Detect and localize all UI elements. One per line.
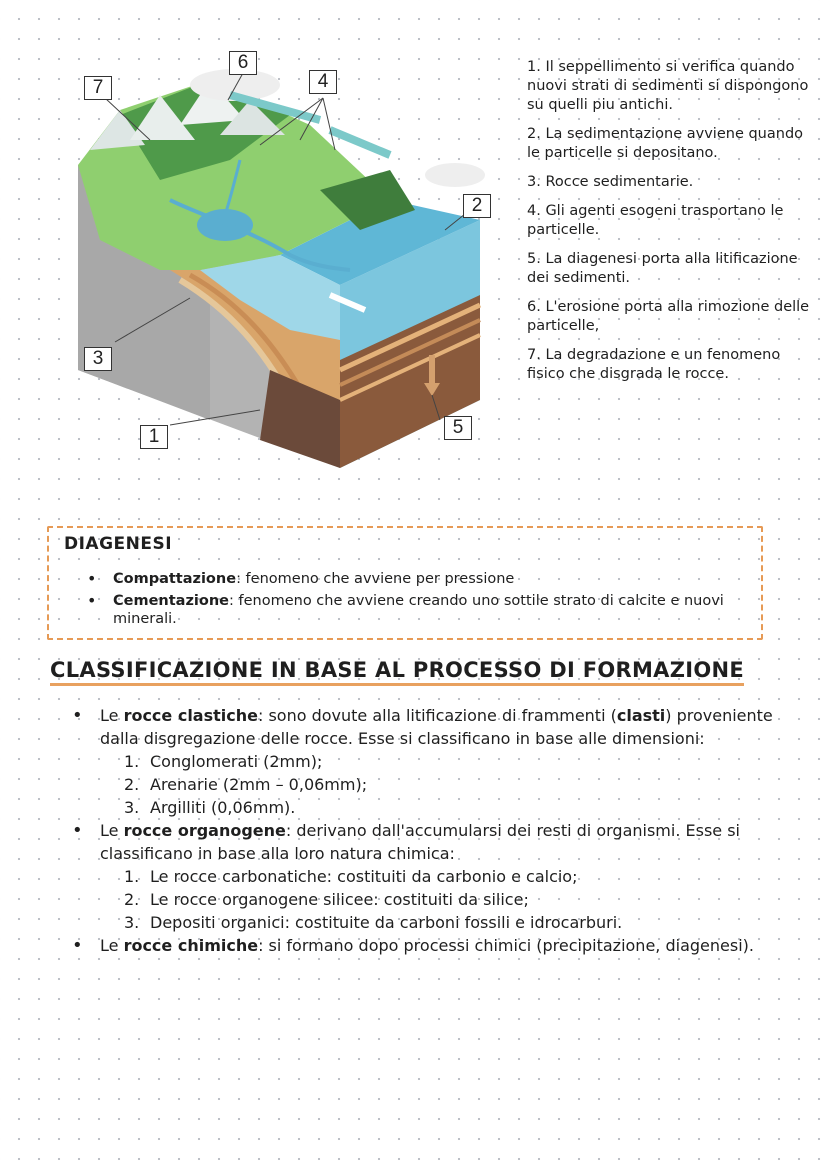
term: Compattazione [113, 571, 237, 587]
legend-item: 7. La degradazione e un fenomeno fisico che disgrada le rocce. [527, 347, 781, 382]
sedimentary-cycle-diagram [60, 40, 510, 480]
list-item [87, 592, 747, 628]
sub-item: 1. Conglomerati (2mm); [124, 752, 323, 771]
block-diagram-illustration [60, 40, 510, 480]
definition: : si formano dopo processi chimici (precipitazione, diagenesi). [258, 936, 754, 955]
classification-list [72, 704, 782, 957]
marker-4: 4 [309, 70, 337, 94]
sub-list [100, 865, 782, 934]
bullet-icon: • [87, 569, 97, 588]
definition: : derivano dall'accumularsi dei resti di organismi. Esse si classificano in base alla loro natura chimica: [100, 821, 740, 863]
sub-item: 2. Arenarie (2mm – 0,06mm); [124, 775, 368, 794]
marker-1: 1 [140, 425, 168, 449]
marker-2: 2 [463, 194, 491, 218]
sub-item: 2. Le rocce organogene silicee: costituiti da silice; [124, 890, 529, 909]
definition: ) proveniente dalla disgregazione delle rocce. Esse si classificano in base alle dimensioni: [100, 706, 773, 748]
sub-item: 3. Argilliti (0,06mm). [124, 798, 296, 817]
list-item [72, 819, 782, 934]
marker-3: 3 [84, 347, 112, 371]
diagram-legend [527, 58, 817, 394]
bullet-icon: • [72, 820, 83, 841]
sub-list [100, 750, 782, 819]
list-item [72, 704, 782, 819]
term: clasti [616, 706, 666, 725]
legend-item: 1. Il seppellimento si verifica quando nuovi strati di sedimenti si dispongono su quelli piu antichi. [527, 59, 809, 113]
section-heading [50, 658, 744, 682]
sub-item: 1. Le rocce carbonatiche: costituiti da carbonio e calcio; [124, 867, 578, 886]
lead: Le [100, 706, 124, 725]
bullet-icon: • [72, 935, 83, 956]
diagenesi-title: DIAGENESI [64, 534, 173, 554]
bullet-icon: • [87, 591, 97, 610]
section-heading-text: CLASSIFICAZIONE IN BASE AL PROCESSO DI FORMAZIONE [50, 658, 744, 686]
legend-item: 2. La sedimentazione avviene quando le particelle si depositano. [527, 126, 804, 161]
term: rocce chimiche [123, 936, 259, 955]
legend-item: 6. L'erosione porta alla rimozione delle particelle, [527, 299, 810, 334]
diagenesi-box [47, 526, 763, 640]
definition: : fenomeno che avviene per pressione [236, 571, 515, 587]
term: rocce clastiche [123, 706, 258, 725]
marker-6: 6 [229, 51, 257, 75]
legend-item: 3. Rocce sedimentarie. [527, 174, 694, 190]
marker-5: 5 [444, 416, 472, 440]
definition: : fenomeno che avviene creando uno sottile strato di calcite e nuovi minerali. [113, 593, 724, 627]
sub-item: 3. Depositi organici: costituite da carboni fossili e idrocarburi. [124, 913, 623, 932]
list-item [72, 934, 782, 957]
diagenesi-list [87, 570, 747, 632]
marker-7: 7 [84, 76, 112, 100]
bullet-icon: • [72, 705, 83, 726]
list-item [87, 570, 747, 588]
definition: : sono dovute alla litificazione di frammenti ( [257, 706, 617, 725]
term: rocce organogene [123, 821, 286, 840]
legend-item: 4. Gli agenti esogeni trasportano le particelle. [527, 203, 784, 238]
lead: Le [100, 936, 124, 955]
lead: Le [100, 821, 124, 840]
term: Cementazione [113, 593, 229, 609]
legend-item: 5. La diagenesi porta alla litificazione dei sedimenti. [527, 251, 798, 286]
